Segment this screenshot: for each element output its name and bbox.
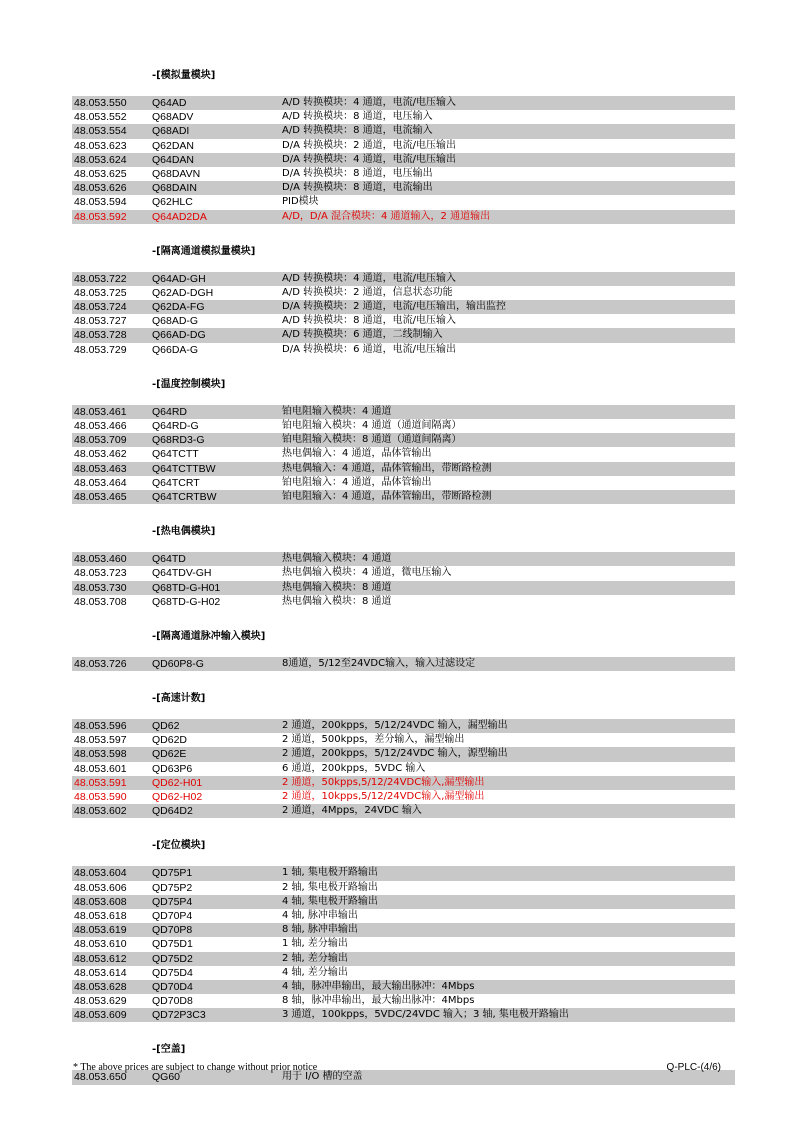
table-row [72,566,735,580]
model-name: Q68AD-G [152,315,199,328]
part-number: 48.053.612 [74,952,127,965]
section-title: -[高速计数] [152,693,206,705]
table-row [72,405,735,419]
section-block [72,685,735,818]
table-row [72,895,735,909]
model-name: QD64D2 [152,805,193,818]
table-row [72,462,735,476]
table-row [72,286,735,300]
model-name: Q62DA-FG [152,301,205,314]
description: 2 通道，200kpps，5/12/24VDC 输入，漏型输出 [282,720,508,732]
description: 4 轴，脉冲串输出，最大输出脉冲：4Mbps [282,980,475,992]
table-row [72,657,735,671]
model-name: Q64TCRTBW [152,490,217,503]
table-row [72,490,735,504]
section-block [72,238,735,357]
table-row [72,343,735,357]
table-row [72,96,735,110]
part-number: 48.053.591 [74,776,127,789]
description: A/D 转换模块：8 通道，电压输入 [282,111,433,123]
table-row [72,195,735,209]
table-row [72,747,735,761]
part-number: 48.053.461 [74,405,127,418]
description: 热电偶输入模块：4 通道，微电压输入 [282,567,452,579]
model-name: Q68TD-G-H02 [152,595,221,608]
description: 2 通道，4Mpps，24VDC 输入 [282,805,422,817]
part-number: 48.053.626 [74,182,127,195]
description: 热电偶输入模块：4 通道 [282,553,392,565]
model-name: Q66DA-G [152,343,199,356]
table-row [72,300,735,314]
model-name: QD70P4 [152,909,193,922]
description: 热电偶输入模块：8 通道 [282,581,392,593]
table-row [72,447,735,461]
part-number: 48.053.623 [74,139,127,152]
model-name: Q64TDV-GH [152,567,212,580]
description: 1 轴, 集电极开路输出 [282,867,378,879]
table-row [72,909,735,923]
part-number: 48.053.728 [74,329,127,342]
part-number: 48.053.629 [74,995,127,1008]
model-name: QD62E [152,748,187,761]
table-row [72,210,735,224]
part-number: 48.053.592 [74,210,127,223]
table-row [72,314,735,328]
model-name: QD75D2 [152,952,193,965]
part-number: 48.053.597 [74,734,127,747]
table-row [72,167,735,181]
description: 3 通道，100kpps，5VDC/24VDC 输入；3 轴, 集电极开路输出 [282,1009,569,1021]
section-title: -[空盖] [152,1044,186,1056]
footer-note: * The above prices are subject to change without prior notice [73,1062,318,1073]
description: A/D 转换模块：4 通道，电流/电压输入 [282,97,456,108]
description: PID模块 [282,196,319,208]
table-row [72,980,735,994]
model-name: Q62DAN [152,139,195,152]
model-name: QD63P6 [152,762,193,775]
model-name: QD70P8 [152,924,193,937]
table-row [72,124,735,138]
table-row [72,419,735,433]
description: 4 轴, 集电极开路输出 [282,895,378,907]
page-number: Q-PLC-(4/6) [666,1062,721,1073]
table-row [72,272,735,286]
part-number: 48.053.596 [74,720,127,733]
description: 2 通道，10kpps,5/12/24VDC输入,漏型输出 [282,791,485,802]
description: D/A 转换模块：4 通道，电流/电压输出 [282,153,456,165]
model-name: Q64TD [152,553,186,566]
part-number: 48.053.550 [74,97,127,109]
model-name: Q68ADI [152,125,190,138]
part-number: 48.053.610 [74,938,127,951]
description: 热电偶输入：4 通道，晶体管输出，带断路检测 [282,462,492,474]
model-name: Q68RD3-G [152,434,205,447]
section-block [72,623,735,671]
part-number: 48.053.614 [74,966,127,979]
part-number: 48.053.722 [74,272,127,285]
description: A/D 转换模块：8 通道，电流/电压输入 [282,315,456,327]
section-title: -[模拟量模块] [152,70,216,81]
description: A/D 转换模块：2 通道，信息状态功能 [282,286,453,298]
model-name: Q62AD-DGH [152,286,214,299]
part-number: 48.053.708 [74,595,127,608]
table-row [72,994,735,1008]
table-row [72,181,735,195]
model-name: QD75D1 [152,938,193,951]
part-number: 48.053.609 [74,1009,127,1022]
part-number: 48.053.604 [74,867,127,880]
table-row [72,923,735,937]
part-number: 48.053.625 [74,167,127,180]
section-block [72,371,735,504]
table-row [72,1008,735,1022]
part-number: 48.053.466 [74,420,127,432]
section-title: -[热电偶模块] [152,526,216,538]
table-row [72,139,735,153]
description: 2 轴, 差分输出 [282,952,348,964]
description: A/D，D/A 混合模块：4 通道输入，2 通道输出 [282,210,491,222]
description: 8通道，5/12至24VDC输入，输入过滤设定 [282,657,476,669]
model-name: QD60P8-G [152,657,204,670]
model-name: Q64DAN [152,153,195,166]
description: D/A 转换模块：2 通道，电流/电压输出 [282,139,456,151]
description: 2 轴, 集电极开路输出 [282,881,378,893]
table-row [72,433,735,447]
section-title: -[定位模块] [152,840,206,852]
part-number: 48.053.726 [74,657,127,670]
part-number: 48.053.709 [74,434,127,447]
model-name: Q64TCTTBW [152,462,216,475]
description: D/A 转换模块：6 通道，电流/电压输出 [282,343,456,355]
description: D/A 转换模块：8 通道，电压输出 [282,167,433,179]
model-name: QD62D [152,734,188,747]
model-name: Q64RD-G [152,420,199,432]
table-row [72,110,735,124]
model-name: QD75P4 [152,895,193,908]
part-number: 48.053.619 [74,924,127,937]
description: 用于 I/O 槽的空盖 [282,1071,363,1083]
model-name: QD70D8 [152,995,193,1008]
part-number: 48.053.650 [74,1071,127,1084]
section-block [72,1036,735,1084]
section-title: -[隔离通道模拟量模块] [152,245,256,257]
table-row [72,804,735,818]
model-name: Q64AD [152,97,187,109]
description: A/D 转换模块：8 通道，电流输入 [282,125,433,137]
section-title: -[隔离通道脉冲输入模块] [152,630,266,642]
part-number: 48.053.729 [74,343,127,356]
part-number: 48.053.724 [74,301,127,314]
description: 8 轴，脉冲串输出，最大输出脉冲：4Mbps [282,995,475,1007]
table-row [72,581,735,595]
description: 铂电阻输入：4 通道，晶体管输出，带断路检测 [282,490,492,502]
description: 1 轴, 差分输出 [282,938,348,950]
part-number: 48.053.463 [74,462,127,475]
model-name: Q68DAVN [152,167,201,180]
model-name: Q68ADV [152,111,194,124]
part-number: 48.053.552 [74,111,127,124]
table-row [72,595,735,609]
table-row [72,153,735,167]
table-row [72,937,735,951]
description: D/A 转换模块：8 通道，电流输出 [282,182,433,194]
part-number: 48.053.465 [74,490,127,503]
description: 热电偶输入：4 通道，晶体管输出 [282,448,432,460]
model-name: QD62-H02 [152,791,203,803]
price-list [72,62,735,1099]
model-name: QD75P1 [152,867,193,880]
part-number: 48.053.608 [74,895,127,908]
section-title: -[温度控制模块] [152,378,226,390]
table-row [72,866,735,880]
part-number: 48.053.594 [74,196,127,209]
description: A/D 转换模块：4 通道，电流/电压输入 [282,272,456,284]
description: 铂电阻输入：4 通道，晶体管输出 [282,476,432,488]
part-number: 48.053.601 [74,762,127,775]
part-number: 48.053.624 [74,153,127,166]
table-row [72,881,735,895]
part-number: 48.053.462 [74,448,127,461]
section-block [72,62,735,224]
table-row [72,790,735,804]
model-name: Q68DAIN [152,182,197,195]
model-name: Q64RD [152,405,188,418]
part-number: 48.053.725 [74,286,127,299]
model-name: QD72P3C3 [152,1009,206,1022]
description: 4 轴, 脉冲串输出 [282,909,358,921]
table-row [72,719,735,733]
table-row [72,776,735,790]
description: 2 通道，200kpps，5/12/24VDC 输入，源型输出 [282,748,508,760]
part-number: 48.053.618 [74,909,127,922]
model-name: QD70D4 [152,980,193,993]
model-name: QD75D4 [152,966,193,979]
model-name: Q68TD-G-H01 [152,581,221,594]
part-number: 48.053.606 [74,881,127,894]
table-row [72,476,735,490]
description: 铂电阻输入模块：4 通道（通道间隔离） [282,420,462,431]
model-name: Q64TCRT [152,476,200,489]
description: 2 通道，50kpps,5/12/24VDC输入,漏型输出 [282,776,485,788]
description: 热电偶输入模块：8 通道 [282,595,392,607]
part-number: 48.053.554 [74,125,127,138]
table-row [72,952,735,966]
description: 铂电阻输入模块：8 通道（通道间隔离） [282,434,462,446]
model-name: Q62HLC [152,196,193,209]
table-row [72,762,735,776]
description: 8 轴, 脉冲串输出 [282,924,358,936]
model-name: Q64TCTT [152,448,199,461]
table-row [72,328,735,342]
part-number: 48.053.590 [74,791,127,803]
part-number: 48.053.727 [74,315,127,328]
model-name: QD62-H01 [152,776,203,789]
description: 4 轴, 差分输出 [282,966,348,978]
model-name: QD62 [152,720,180,733]
model-name: Q64AD2DA [152,210,207,223]
description: 铂电阻输入模块：4 通道 [282,405,392,417]
description: D/A 转换模块：2 通道，电流/电压输出，输出监控 [282,301,506,313]
table-row [72,552,735,566]
table-row [72,733,735,747]
part-number: 48.053.464 [74,476,127,489]
model-name: Q66AD-DG [152,329,206,342]
table-row [72,966,735,980]
model-name: QD75P2 [152,881,193,894]
part-number: 48.053.598 [74,748,127,761]
model-name: QG60 [152,1071,181,1084]
section-block [72,518,735,609]
part-number: 48.053.628 [74,980,127,993]
part-number: 48.053.723 [74,567,127,580]
section-block [72,832,735,1022]
part-number: 48.053.730 [74,581,127,594]
description: 6 通道，200kpps，5VDC 输入 [282,762,426,774]
part-number: 48.053.602 [74,805,127,818]
model-name: Q64AD-GH [152,272,206,285]
part-number: 48.053.460 [74,553,127,566]
description: A/D 转换模块：6 通道，二线制输入 [282,329,443,341]
description: 2 通道，500kpps，差分输入，漏型输出 [282,734,465,746]
